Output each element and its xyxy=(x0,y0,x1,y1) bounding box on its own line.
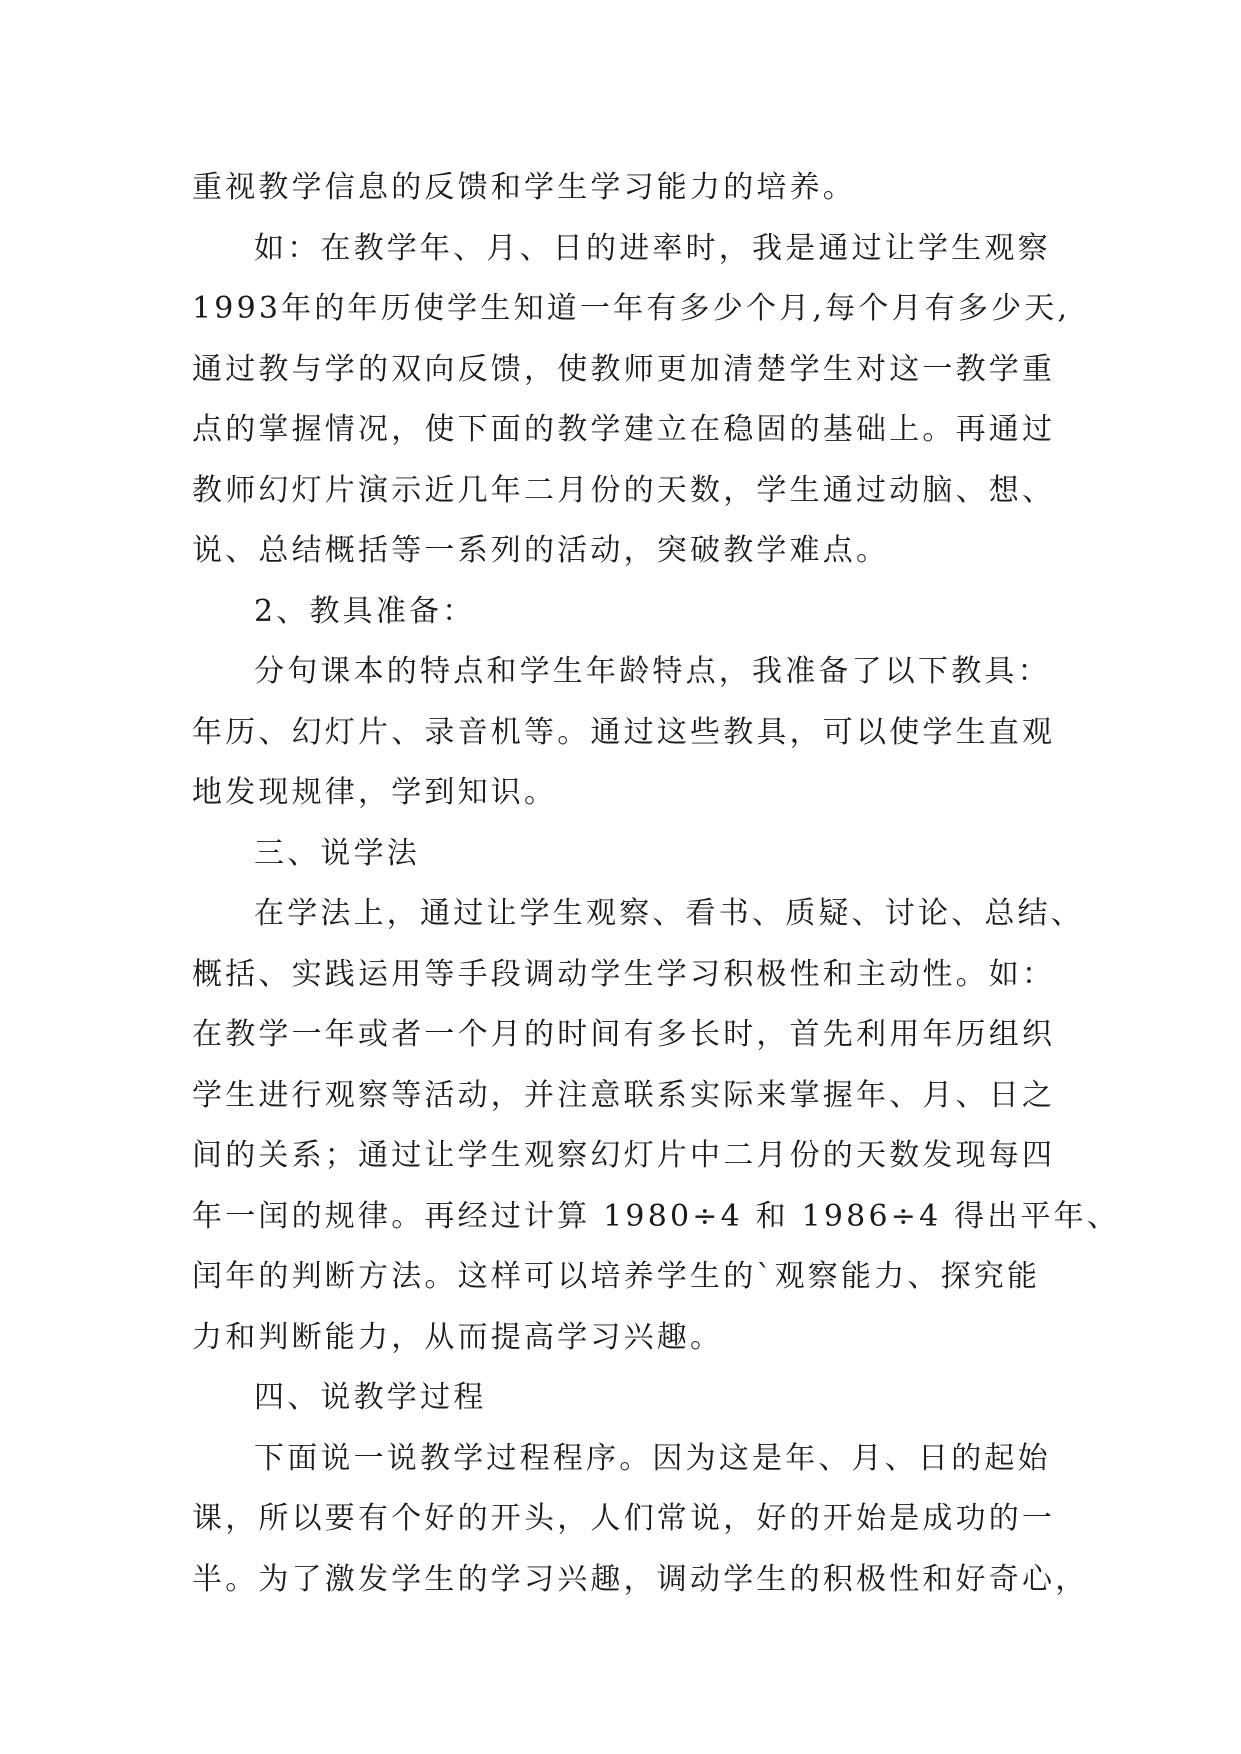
body-text xyxy=(192,158,1121,1610)
text-line: 力和判断能力，从而提高学习兴趣。 xyxy=(192,1319,724,1355)
section-heading: 三、说学法 xyxy=(254,835,420,871)
text-line: 地发现规律，学到知识。 xyxy=(192,775,558,810)
text-line: 在教学一年或者一个月的时间有多长时，首先利用年历组织 xyxy=(192,1017,1056,1052)
text-line: 点的掌握情况，使下面的教学建立在稳固的基础上。再通过 xyxy=(192,412,1056,447)
text-line: 年历、幻灯片、录音机等。通过这些教具，可以使学生直观 xyxy=(192,714,1056,750)
text-line: 概括、实践运用等手段调动学生学习积极性和主动性。如： xyxy=(192,956,1056,992)
text-line: 在学法上，通过让学生观察、看书、质疑、讨论、总结、 xyxy=(254,896,1084,931)
text-line: 半。为了激发学生的学习兴趣，调动学生的积极性和好奇心， xyxy=(192,1561,1089,1597)
text-line: 分句课本的特点和学生年龄特点，我准备了以下教具： xyxy=(254,654,1051,689)
text-line: 重视教学信息的反馈和学生学习能力的培养。 xyxy=(192,170,856,205)
text-line: 说、总结概括等一系列的活动，突破教学难点。 xyxy=(192,533,890,568)
text-line: 下面说一说教学过程程序。因为这是年、月、日的起始 xyxy=(254,1440,1051,1476)
text-line: 闰年的判断方法。这样可以培养学生的`观察能力、探究能 xyxy=(192,1259,1041,1294)
text-line: 年一闰的规律。再经过计算 1980÷4 和 1986÷4 得出平年、 xyxy=(192,1198,1121,1234)
text-line: 教师幻灯片演示近几年二月份的天数，学生通过动脑、想、 xyxy=(192,472,1056,508)
text-line: 1993年的年历使学生知道一年有多少个月,每个月有多少天, xyxy=(192,291,1071,326)
section-heading: 四、说教学过程 xyxy=(254,1380,487,1415)
text-line: 如：在教学年、月、日的进率时，我是通过让学生观察 xyxy=(254,230,1051,266)
text-line: 间的关系；通过让学生观察幻灯片中二月份的天数发现每四 xyxy=(192,1138,1056,1173)
section-heading: 2、教具准备： xyxy=(254,593,476,629)
text-line: 课，所以要有个好的开头，人们常说，好的开始是成功的一 xyxy=(192,1501,1056,1536)
text-line: 通过教与学的双向反馈，使教师更加清楚学生对这一教学重 xyxy=(192,351,1056,387)
text-line: 学生进行观察等活动，并注意联系实际来掌握年、月、日之 xyxy=(192,1077,1056,1113)
